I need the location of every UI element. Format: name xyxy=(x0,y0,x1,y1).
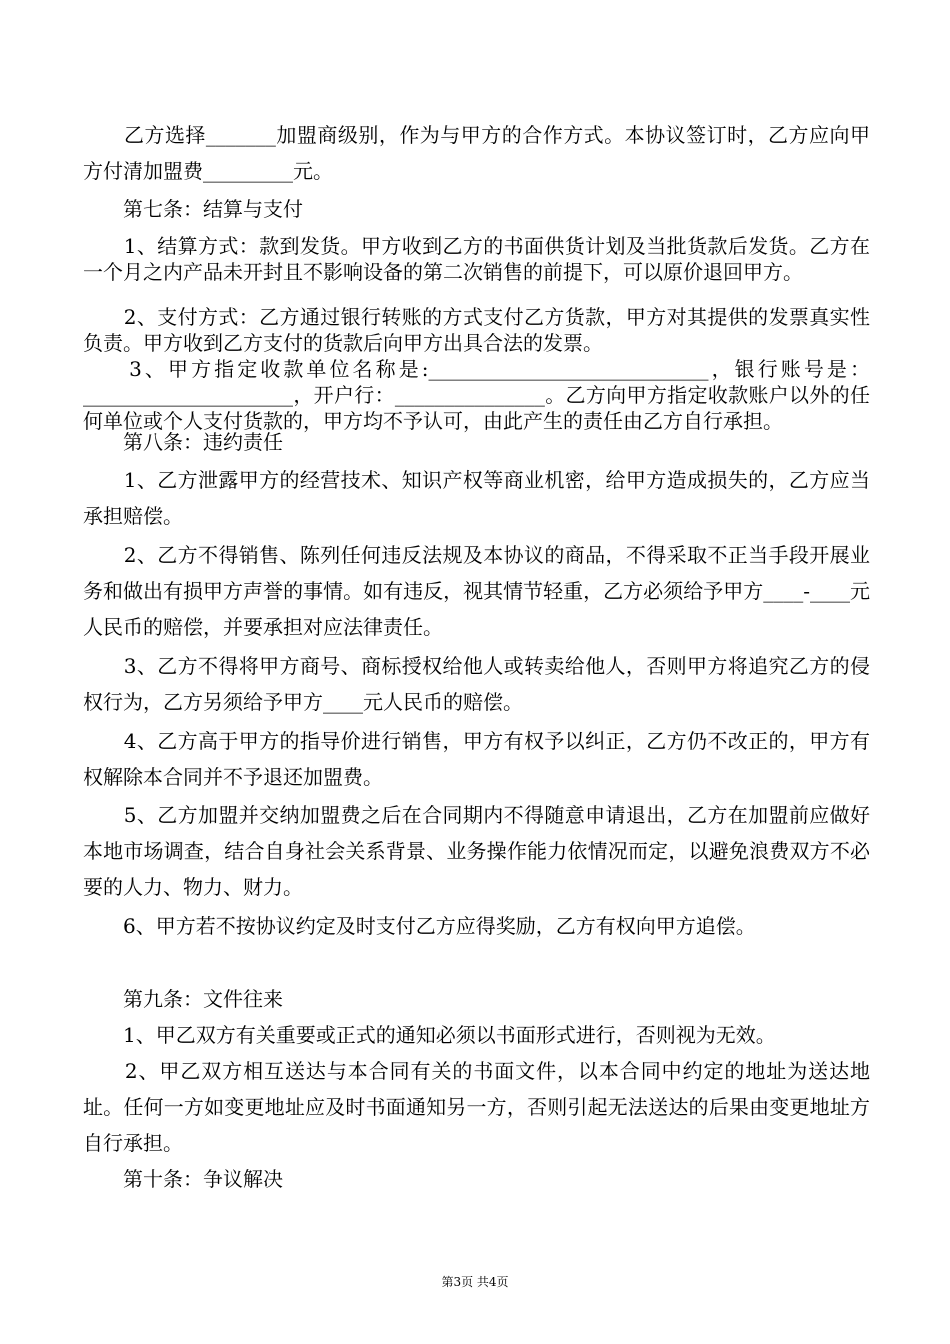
paragraph-breach-1: 1、乙方泄露甲方的经营技术、知识产权等商业机密，给甲方造成损失的，乙方应当承担赔偿。 xyxy=(83,468,870,528)
heading-article-7: 第七条：结算与支付 xyxy=(83,197,303,221)
paragraph-franchise-level: 乙方选择_______加盟商级别，作为与甲方的合作方式。本协议签订时，乙方应向甲方付清加盟费_________元。 xyxy=(83,123,870,183)
paragraph-breach-4: 4、乙方高于甲方的指导价进行销售，甲方有权予以纠正，乙方仍不改正的，甲方有权解除本合同并不予退还加盟费。 xyxy=(83,729,870,789)
paragraph-breach-3: 3、乙方不得将甲方商号、商标授权给他人或转卖给他人，否则甲方将追究乙方的侵权行为，乙方另须给予甲方____元人民币的赔偿。 xyxy=(83,654,870,714)
paragraph-breach-6: 6、甲方若不按协议约定及时支付乙方应得奖励，乙方有权向甲方追偿。 xyxy=(83,914,756,938)
page-number-footer: 第3页 共4页 xyxy=(441,1275,509,1289)
paragraph-payment-method: 2、支付方式：乙方通过银行转账的方式支付乙方货款，甲方对其提供的发票真实性负责。甲方收到乙方支付的货款后向甲方出具合法的发票。 xyxy=(83,305,870,355)
paragraph-documents-1: 1、甲乙双方有关重要或正式的通知必须以书面形式进行，否则视为无效。 xyxy=(83,1023,776,1047)
paragraph-documents-2: 2、甲乙双方相互送达与本合同有关的书面文件，以本合同中约定的地址为送达地址。任何一方如变更地址应及时书面通知另一方，否则引起无法送达的后果由变更地址方自行承担。 xyxy=(83,1059,870,1155)
heading-article-9: 第九条：文件往来 xyxy=(83,987,283,1011)
paragraph-payee-account: 3、甲方指定收款单位名称是:____________________________，银行账号是：_____________________，开户行：_______________。乙方向甲方指定收款账户以外的任何单位或个人支付货款的，甲方均不予认可，由此产生的责任由乙方自行承担。 xyxy=(83,357,870,433)
paragraph-breach-5: 5、乙方加盟并交纳加盟费之后在合同期内不得随意申请退出，乙方在加盟前应做好本地市场调查，结合自身社会关系背景、业务操作能力依情况而定，以避免浪费双方不必要的人力、物力、财力。 xyxy=(83,803,870,899)
paragraph-settlement-method: 1、结算方式：款到发货。甲方收到乙方的书面供货计划及当批货款后发货。乙方在一个月之内产品未开封且不影响设备的第二次销售的前提下，可以原价退回甲方。 xyxy=(83,234,870,284)
paragraph-breach-2: 2、乙方不得销售、陈列任何违反法规及本协议的商品，不得采取不正当手段开展业务和做出有损甲方声誉的事情。如有违反，视其情节轻重，乙方必须给予甲方____-____元人民币的赔偿，并要承担对应法律责任。 xyxy=(83,543,870,639)
heading-article-10: 第十条：争议解决 xyxy=(83,1167,283,1191)
heading-article-8: 第八条：违约责任 xyxy=(83,430,283,454)
